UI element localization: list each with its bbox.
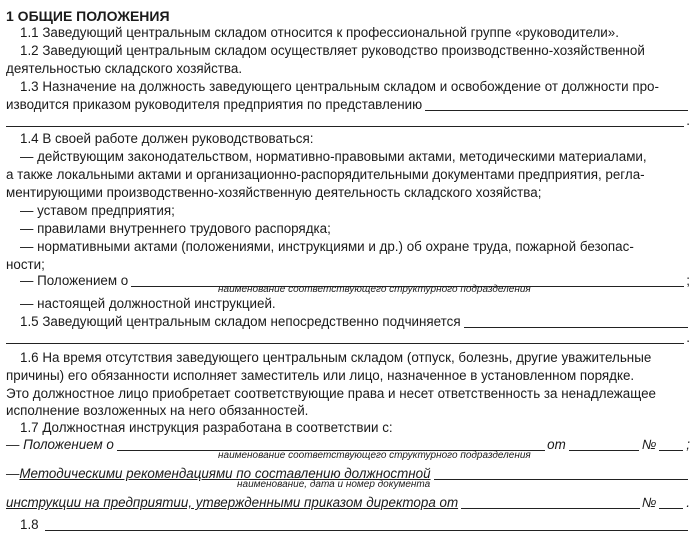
paragraph-1-6-line-4: исполнение возложенных на него обязанностей. xyxy=(6,403,309,418)
method-caption: наименование, дата и номер документа xyxy=(237,479,431,490)
method-label: Методическими рекомендациями по составлению должностной xyxy=(19,466,431,481)
submitter-blank[interactable] xyxy=(425,97,688,111)
regulation-label-2: — Положением о xyxy=(6,437,114,452)
from-label: от xyxy=(547,437,566,452)
paragraph-1-4-intro: 1.4 В своей работе должен руководствоваться: xyxy=(20,131,314,146)
semicolon: ; xyxy=(686,273,690,288)
period: . xyxy=(686,330,690,345)
method-line-2: инструкции на предприятии, утвержденными приказом директора от xyxy=(6,495,459,510)
paragraph-1-1: 1.1 Заведующий центральным складом относится к профессиональной группе «руководители». xyxy=(20,25,619,40)
paragraph-1-4-law-line-2: а также локальными актами и организационно-распорядительными документами предприятия, регла- xyxy=(6,167,645,182)
order-date-blank[interactable] xyxy=(461,495,640,509)
paragraph-1-3-text: изводится приказом руководителя предприятия по представлению xyxy=(6,97,423,112)
regulation-unit-blank-2[interactable] xyxy=(117,437,545,451)
paragraph-1-2-line-1: 1.2 Заведующий центральным складом осуществляет руководство производственно-хозяйственной xyxy=(20,43,645,58)
paragraph-1-6-line-2: причины) его обязанности исполняет заместитель или лицо, назначенное в установленном порядке. xyxy=(6,368,635,383)
submitter-blank-continued[interactable] xyxy=(6,113,684,127)
order-number-blank[interactable] xyxy=(659,495,683,509)
period: . xyxy=(686,113,690,128)
paragraph-1-4-safety-line-2: ности; xyxy=(6,257,45,272)
number-blank[interactable] xyxy=(659,437,683,451)
date-blank[interactable] xyxy=(569,437,639,451)
paragraph-1-8-blank[interactable] xyxy=(45,517,688,531)
paragraph-1-7-intro: 1.7 Должностная инструкция разработана в соответствии с: xyxy=(20,420,393,435)
paragraph-1-4-safety-line-1: — нормативными актами (положениями, инструкциями и др.) об охране труда, пожарной безопас- xyxy=(20,239,634,254)
paragraph-1-8-number: 1.8 xyxy=(20,517,39,532)
paragraph-1-2-line-2: деятельностью складского хозяйства. xyxy=(6,61,243,76)
dash: — xyxy=(6,466,20,481)
paragraph-1-3-line-1: 1.3 Назначение на должность заведующего центральным складом и освобождение от должности про- xyxy=(20,79,659,94)
section-title: 1 ОБЩИЕ ПОЛОЖЕНИЯ xyxy=(6,8,170,24)
paragraph-1-4-law-line-1: — действующим законодательством, нормативно-правовыми актами, методическими материалами, xyxy=(20,149,647,164)
regulation-caption: наименование соответствующего структурного подразделения xyxy=(218,284,531,295)
supervisor-blank[interactable] xyxy=(464,314,688,328)
paragraph-1-4-rules: — правилами внутреннего трудового распорядка; xyxy=(20,221,331,236)
paragraph-1-8 xyxy=(6,516,690,534)
paragraph-1-3-continuation xyxy=(6,112,690,130)
paragraph-1-5-text: 1.5 Заведующий центральным складом непосредственно подчиняется xyxy=(20,314,461,329)
number-label: № xyxy=(641,437,657,452)
paragraph-1-4-law-line-3: ментирующими производственно-хозяйственную деятельность складского хозяйства; xyxy=(6,185,542,200)
supervisor-blank-continued[interactable] xyxy=(6,330,684,344)
paragraph-1-4-charter: — уставом предприятия; xyxy=(20,203,175,218)
paragraph-1-6-line-1: 1.6 На время отсутствия заведующего центральным складом (отпуск, болезнь, другие уважительные xyxy=(20,350,652,365)
regulation-caption-2: наименование соответствующего структурного подразделения xyxy=(218,450,531,461)
number-label-2: № xyxy=(641,495,657,510)
regulation-label: — Положением о xyxy=(20,273,129,288)
semicolon: ; xyxy=(686,437,690,452)
period: . xyxy=(686,495,690,510)
paragraph-1-5-continuation xyxy=(6,329,690,347)
paragraph-1-7-method-line-2 xyxy=(6,494,690,512)
paragraph-1-6-line-3: Это должностное лицо приобретает соответствующие права и несет ответственность за ненадлежащее xyxy=(6,386,656,401)
method-blank[interactable] xyxy=(434,466,688,480)
paragraph-1-4-instruction: — настоящей должностной инструкцией. xyxy=(20,296,276,311)
